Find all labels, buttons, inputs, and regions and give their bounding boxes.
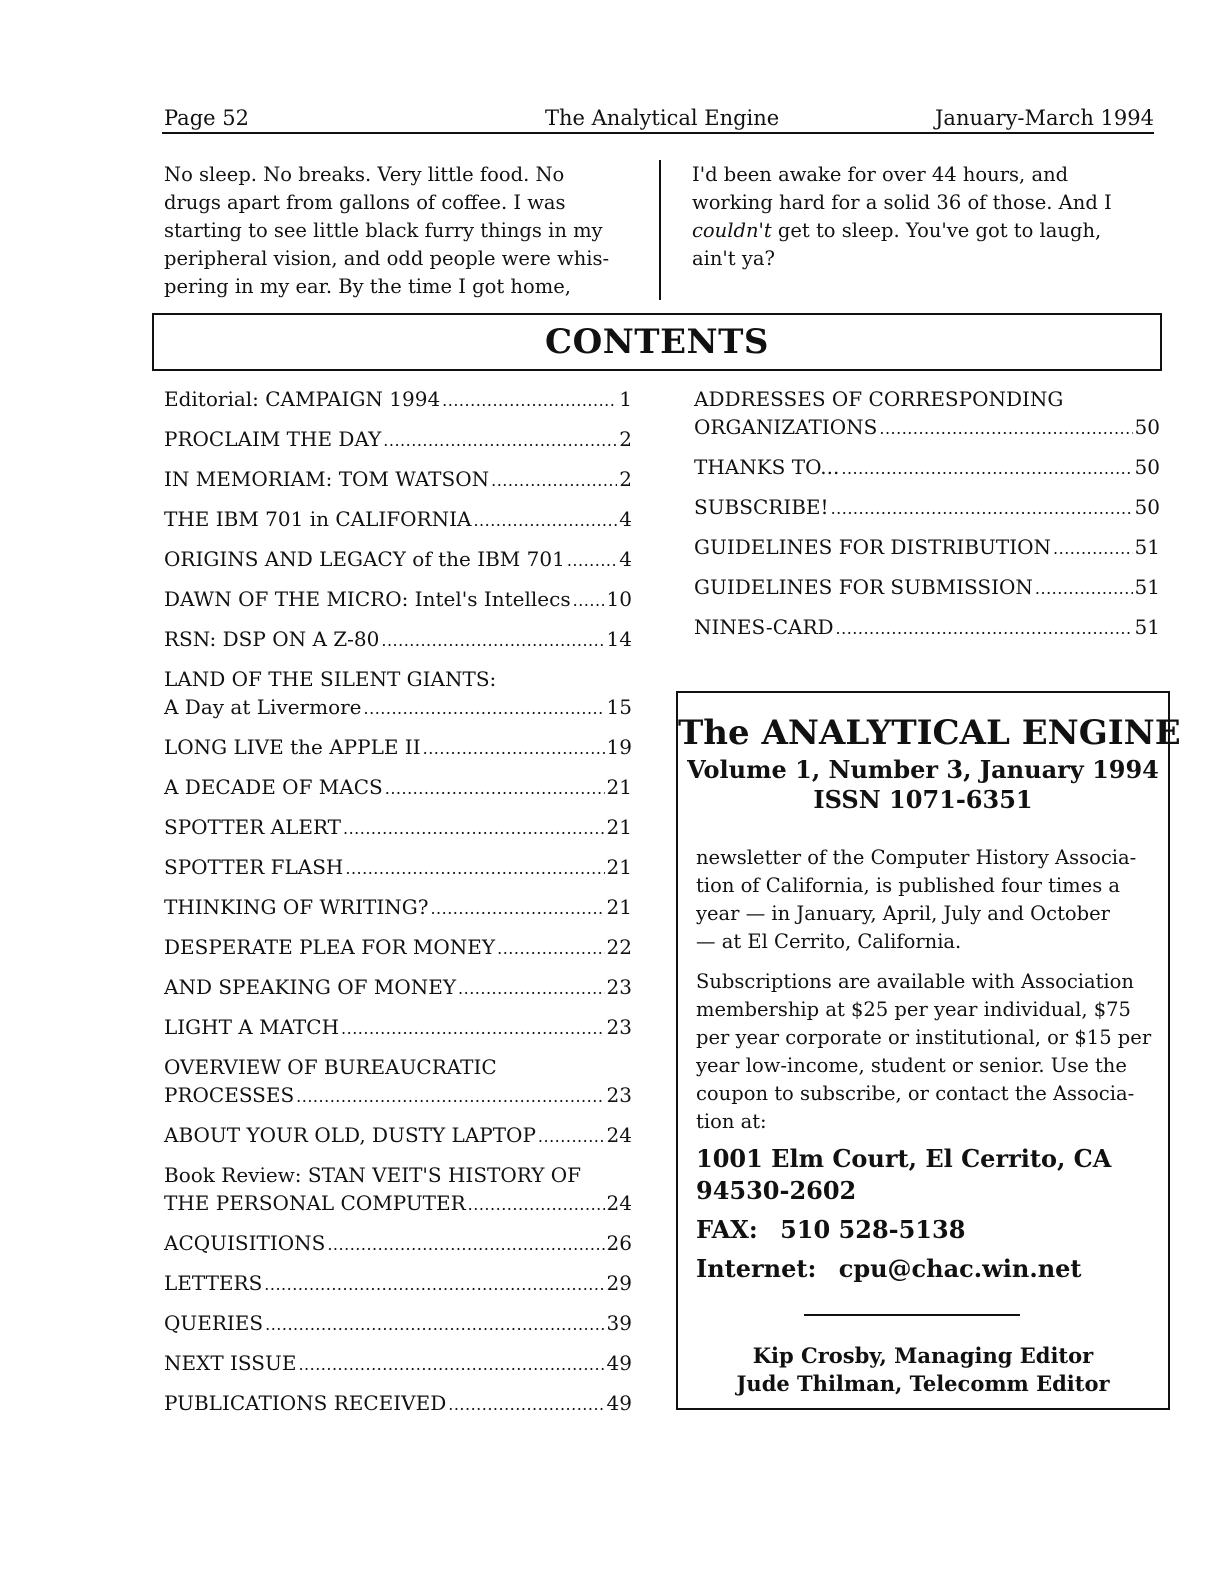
intro-right-column <box>692 161 1112 273</box>
fax-number: 510 528-5138 <box>780 1215 966 1244</box>
masthead-description <box>696 844 1156 956</box>
toc-entry <box>694 385 1160 443</box>
toc-entry <box>164 773 632 803</box>
toc-leader-dots <box>264 1271 604 1299</box>
toc-leader-dots <box>327 1231 604 1259</box>
toc-leader-dots <box>381 627 604 655</box>
toc-title: SUBSCRIBE! <box>694 495 829 519</box>
toc-entry <box>694 453 1160 483</box>
toc-entry <box>164 385 632 415</box>
toc-entry <box>164 665 632 723</box>
toc-title-line: OVERVIEW OF BUREAUCRATIC <box>164 1055 497 1079</box>
toc-title: AND SPEAKING OF MONEY <box>164 975 457 999</box>
toc-entry <box>164 1229 632 1259</box>
toc-line <box>694 493 1160 523</box>
text-line: newsletter of the Computer History Associa- <box>696 846 1137 869</box>
toc-title: LIGHT A MATCH <box>164 1015 340 1039</box>
toc-entry <box>694 493 1160 523</box>
toc-entry <box>164 1269 632 1299</box>
toc-title: ACQUISITIONS <box>164 1231 326 1255</box>
toc-leader-dots <box>298 1351 604 1379</box>
toc-page-number: 29 <box>606 1271 632 1295</box>
toc-line <box>164 1229 632 1259</box>
text-line: membership at $25 per year individual, $75 <box>696 998 1131 1021</box>
toc-leader-dots <box>343 815 605 843</box>
toc-entry <box>164 1309 632 1339</box>
toc-entry <box>164 973 632 1003</box>
toc-title: SPOTTER ALERT <box>164 815 341 839</box>
toc-leader-dots <box>879 415 1132 443</box>
toc-title: LETTERS <box>164 1271 263 1295</box>
contents-heading: CONTENTS <box>545 322 769 362</box>
internet-address: cpu@chac.win.net <box>838 1254 1082 1283</box>
toc-leader-dots <box>385 775 605 803</box>
toc-leader-dots <box>491 467 617 495</box>
toc-title: DESPERATE PLEA FOR MONEY <box>164 935 496 959</box>
page-number: Page 52 <box>164 106 249 130</box>
toc-entry <box>164 1161 632 1219</box>
toc-line <box>164 1269 632 1299</box>
toc-line <box>164 693 632 723</box>
toc-page-number: 4 <box>619 547 632 571</box>
toc-entry <box>164 893 632 923</box>
toc-entry <box>164 1121 632 1151</box>
intro-line: I'd been awake for over 44 hours, and <box>692 163 1069 186</box>
divider-rule <box>804 1314 1020 1316</box>
toc-title-line: LAND OF THE SILENT GIANTS: <box>164 667 497 691</box>
text-line: per year corporate or institutional, or $15 per <box>696 1026 1152 1049</box>
address-line-2: 94530-2602 <box>696 1176 857 1205</box>
toc-page-number: 23 <box>606 1083 632 1107</box>
intro-left-column <box>164 161 609 301</box>
toc-page-number: 23 <box>606 975 632 999</box>
toc-page-number: 50 <box>1134 495 1160 519</box>
toc-entry <box>694 533 1160 563</box>
toc-title: NEXT ISSUE <box>164 1351 297 1375</box>
toc-title: RSN: DSP ON A Z-80 <box>164 627 380 651</box>
masthead-volume: Volume 1, Number 3, January 1994 <box>687 755 1159 784</box>
intro-emphasis: couldn't <box>692 219 772 242</box>
toc-entry <box>694 573 1160 603</box>
toc-line <box>164 425 632 455</box>
toc-line <box>694 613 1160 643</box>
toc-title: SPOTTER FLASH <box>164 855 344 879</box>
toc-page-number: 2 <box>619 467 632 491</box>
toc-entry <box>694 613 1160 643</box>
toc-leader-dots <box>497 935 604 963</box>
intro-line-rest: get to sleep. You've got to laugh, <box>771 219 1102 242</box>
toc-title-line: ADDRESSES OF CORRESPONDING <box>694 387 1064 411</box>
toc-line <box>164 1349 632 1379</box>
address-line-1: 1001 Elm Court, El Cerrito, CA <box>696 1144 1112 1173</box>
toc-entry <box>164 625 632 655</box>
toc-title: THANKS TO... <box>694 455 840 479</box>
toc-line <box>694 413 1160 443</box>
toc-title: THE PERSONAL COMPUTER <box>164 1191 466 1215</box>
toc-page-number: 21 <box>606 895 632 919</box>
toc-line <box>164 585 632 615</box>
intro-line: peripheral vision, and odd people were whis- <box>164 247 610 270</box>
toc-title: ORGANIZATIONS <box>694 415 878 439</box>
toc-page-number: 4 <box>619 507 632 531</box>
toc-entry <box>164 853 632 883</box>
toc-leader-dots <box>468 1191 605 1219</box>
toc-page-number: 26 <box>606 1231 632 1255</box>
toc-entry <box>164 1349 632 1379</box>
intro-line <box>692 217 1112 245</box>
toc-entry <box>164 733 632 763</box>
toc-page-number: 50 <box>1134 415 1160 439</box>
toc-page-number: 21 <box>606 775 632 799</box>
toc-page-number: 15 <box>606 695 632 719</box>
toc-leader-dots <box>430 895 604 923</box>
toc-line <box>164 1389 632 1419</box>
toc-line <box>164 853 632 883</box>
toc-leader-dots <box>573 587 605 615</box>
toc-line <box>164 505 632 535</box>
toc-leader-dots <box>458 975 605 1003</box>
toc-title: ORIGINS AND LEGACY of the IBM 701 <box>164 547 565 571</box>
toc-page-number: 19 <box>606 735 632 759</box>
toc-page-number: 23 <box>606 1015 632 1039</box>
toc-line <box>694 573 1160 603</box>
fax-line <box>696 1214 965 1246</box>
toc-title: ABOUT YOUR OLD, DUSTY LAPTOP <box>164 1123 536 1147</box>
toc-leader-dots <box>831 495 1133 523</box>
intro-line: No sleep. No breaks. Very little food. No <box>164 163 565 186</box>
toc-page-number: 14 <box>606 627 632 651</box>
intro-line: drugs apart from gallons of coffee. I was <box>164 191 566 214</box>
text-line: — at El Cerrito, California. <box>696 930 962 953</box>
toc-page-number: 49 <box>606 1391 632 1415</box>
toc-line <box>164 813 632 843</box>
toc-leader-dots <box>1053 535 1133 563</box>
toc-page-number: 39 <box>606 1311 632 1335</box>
toc-title: DAWN OF THE MICRO: Intel's Intellecs <box>164 587 571 611</box>
toc-line <box>164 545 632 575</box>
toc-entry <box>164 1013 632 1043</box>
header-rule <box>162 132 1154 134</box>
toc-title: LONG LIVE the APPLE II <box>164 735 421 759</box>
toc-entry <box>164 425 632 455</box>
text-line: tion of California, is published four times a <box>696 874 1121 897</box>
text-line: tion at: <box>696 1110 767 1133</box>
toc-line <box>164 733 632 763</box>
toc-title: PUBLICATIONS RECEIVED <box>164 1391 447 1415</box>
toc-line <box>164 1189 632 1219</box>
intro-line: ain't ya? <box>692 247 775 270</box>
toc-title: GUIDELINES FOR SUBMISSION <box>694 575 1033 599</box>
toc-line <box>164 973 632 1003</box>
toc-leader-dots <box>364 695 605 723</box>
toc-leader-dots <box>538 1123 605 1151</box>
text-line: year low-income, student or senior. Use the <box>696 1054 1127 1077</box>
toc-leader-dots <box>341 1015 605 1043</box>
internet-label: Internet: <box>696 1254 817 1283</box>
masthead-subscriptions <box>696 968 1156 1136</box>
toc-title: IN MEMORIAM: TOM WATSON <box>164 467 490 491</box>
toc-page-number: 2 <box>619 427 632 451</box>
text-line: Subscriptions are available with Association <box>696 970 1134 993</box>
fax-label: FAX: <box>696 1215 758 1244</box>
masthead-title: The ANALYTICAL ENGINE <box>678 713 1181 753</box>
issue-date: January-March 1994 <box>935 106 1154 130</box>
toc-title: Editorial: CAMPAIGN 1994 <box>164 387 441 411</box>
column-divider <box>659 160 661 300</box>
toc-line <box>164 773 632 803</box>
toc-line <box>694 533 1160 563</box>
toc-entry <box>164 465 632 495</box>
toc-leader-dots <box>836 615 1133 643</box>
toc-leader-dots <box>265 1311 604 1339</box>
toc-title: THINKING OF WRITING? <box>164 895 429 919</box>
toc-page-number: 21 <box>606 815 632 839</box>
toc-line <box>164 933 632 963</box>
toc-line <box>164 385 632 415</box>
toc-page-number: 51 <box>1134 535 1160 559</box>
intro-line: working hard for a solid 36 of those. And I <box>692 191 1112 214</box>
toc-entry <box>164 813 632 843</box>
toc-line <box>164 1121 632 1151</box>
toc-title: GUIDELINES FOR DISTRIBUTION <box>694 535 1052 559</box>
toc-leader-dots <box>473 507 617 535</box>
editor-credit: Jude Thilman, Telecomm Editor <box>736 1371 1110 1396</box>
toc-title: QUERIES <box>164 1311 264 1335</box>
toc-title: PROCESSES <box>164 1083 295 1107</box>
toc-entry <box>164 1389 632 1419</box>
toc-leader-dots <box>567 547 617 575</box>
toc-page-number: 49 <box>606 1351 632 1375</box>
toc-leader-dots <box>442 387 617 415</box>
toc-entry <box>164 545 632 575</box>
toc-entry <box>164 585 632 615</box>
toc-page-number: 24 <box>606 1123 632 1147</box>
masthead-issn: ISSN 1071-6351 <box>813 785 1033 814</box>
toc-entry <box>164 933 632 963</box>
masthead-box <box>676 691 1181 1410</box>
toc-title: THE IBM 701 in CALIFORNIA <box>164 507 472 531</box>
toc-page-number: 1 <box>619 387 632 411</box>
toc-leader-dots <box>841 455 1132 483</box>
running-title: The Analytical Engine <box>545 106 780 130</box>
toc-leader-dots <box>345 855 604 883</box>
toc-page-number: 50 <box>1134 455 1160 479</box>
intro-line: starting to see little black furry things in my <box>164 219 603 242</box>
toc-line <box>694 453 1160 483</box>
internet-line <box>696 1253 1082 1285</box>
toc-entry <box>164 505 632 535</box>
toc-page-number: 21 <box>606 855 632 879</box>
toc-leader-dots <box>1035 575 1133 603</box>
toc-title: A Day at Livermore <box>164 695 362 719</box>
intro-line: pering in my ear. By the time I got home, <box>164 275 571 298</box>
toc-line <box>164 1013 632 1043</box>
toc-entry <box>164 1053 632 1111</box>
toc-page-number: 24 <box>606 1191 632 1215</box>
toc-leader-dots <box>296 1083 604 1111</box>
toc-leader-dots <box>448 1391 604 1419</box>
toc-page-number: 22 <box>606 935 632 959</box>
toc-line <box>164 893 632 923</box>
toc-page-number: 51 <box>1134 615 1160 639</box>
toc-title-line: Book Review: STAN VEIT'S HISTORY OF <box>164 1163 582 1187</box>
toc-leader-dots <box>423 735 605 763</box>
toc-title: A DECADE OF MACS <box>164 775 383 799</box>
editor-credit: Kip Crosby, Managing Editor <box>752 1343 1094 1368</box>
text-line: year — in January, April, July and October <box>696 902 1111 925</box>
text-line: coupon to subscribe, or contact the Associa- <box>696 1082 1135 1105</box>
toc-line <box>164 465 632 495</box>
contents-banner <box>152 313 1162 371</box>
toc-line <box>164 625 632 655</box>
toc-leader-dots <box>383 427 617 455</box>
toc-line <box>164 1081 632 1111</box>
toc-title: NINES-CARD <box>694 615 834 639</box>
toc-page-number: 10 <box>606 587 632 611</box>
toc-title: PROCLAIM THE DAY <box>164 427 382 451</box>
toc-page-number: 51 <box>1134 575 1160 599</box>
toc-line <box>164 1309 632 1339</box>
